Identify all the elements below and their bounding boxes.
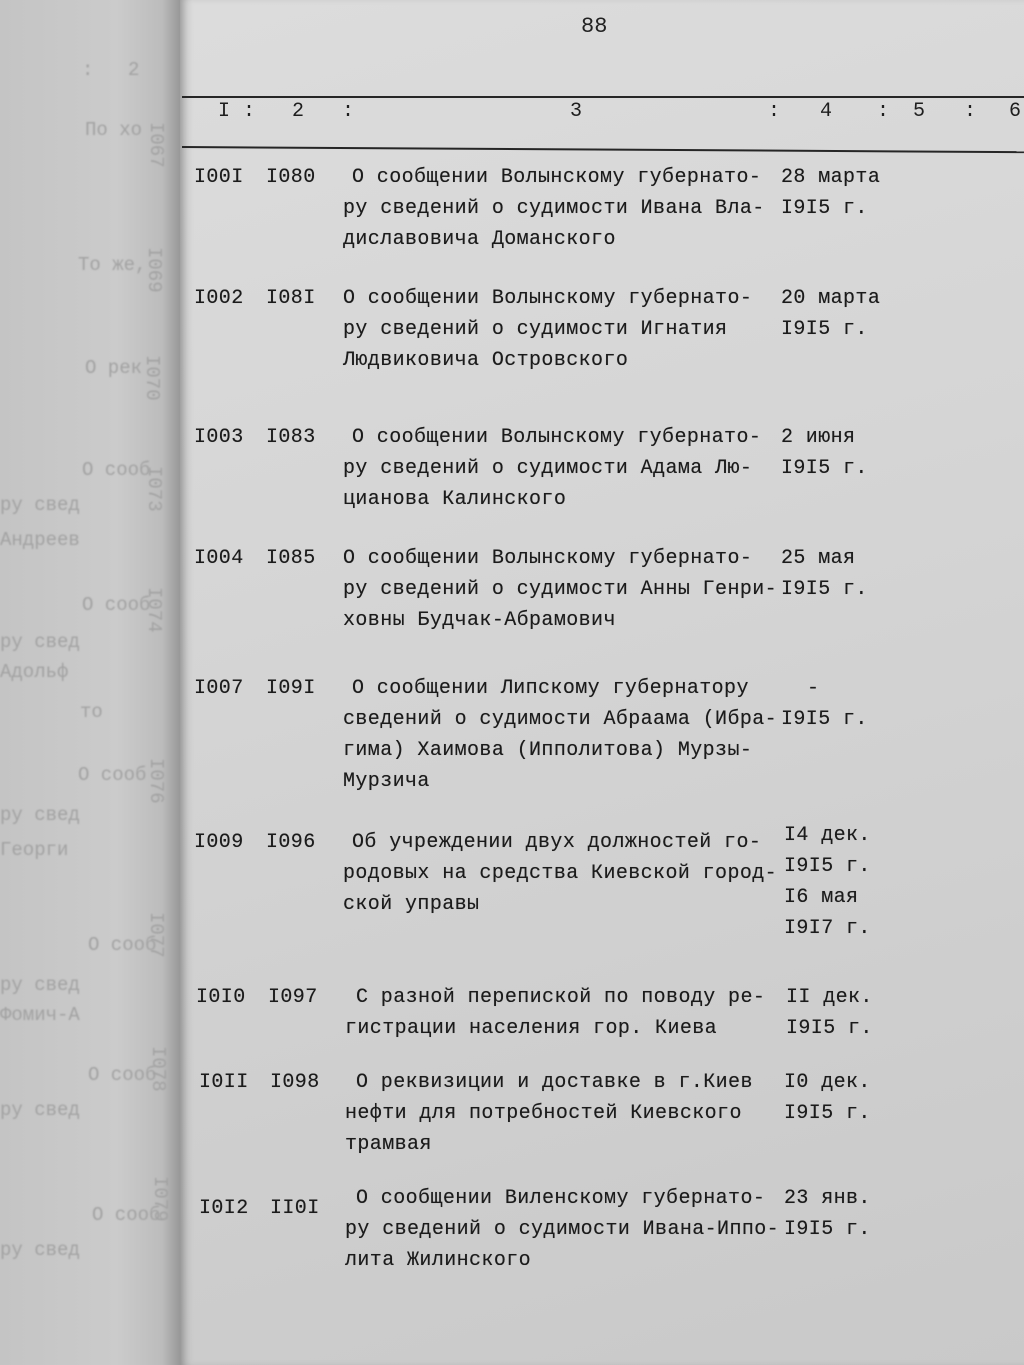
entry-title	[343, 543, 777, 636]
entry-dates	[781, 673, 868, 735]
header-top-rule	[182, 96, 1024, 98]
entry-title	[343, 422, 761, 515]
header-bottom-rule	[182, 146, 1024, 153]
inventory-entry	[0, 673, 1024, 803]
facing-fragment: О сооб	[78, 764, 147, 786]
facing-fragment: О сооб	[88, 934, 157, 956]
entry-old-number: I097	[268, 986, 318, 1009]
header-separator: :	[964, 100, 977, 123]
entry-date-line: 28 марта	[781, 166, 881, 189]
entry-title-line: ру сведений о судимости Ивана-Иппо-	[345, 1218, 780, 1241]
entry-dates	[781, 283, 880, 345]
header-column-1: I	[218, 100, 231, 123]
facing-fragment: Андреев	[0, 529, 80, 551]
entry-title-line: трамвая	[345, 1133, 432, 1156]
entry-date-line: 20 марта	[781, 287, 881, 310]
inventory-entry	[0, 422, 1024, 552]
entry-title	[345, 982, 765, 1044]
entry-title-line: ской управы	[343, 893, 480, 916]
entry-title-line: гистрации населения гор. Киева	[345, 1017, 718, 1040]
header-separator: :	[877, 100, 890, 123]
facing-header-separator: :	[82, 59, 94, 81]
entry-date-line: I4 дек.	[784, 824, 871, 847]
entry-title-line: О сообщении Волынскому губернато-	[343, 287, 753, 310]
entry-date-line: 25 мая	[781, 547, 856, 570]
entry-title-line: О сообщении Виленскому губернато-	[356, 1187, 766, 1210]
entry-dates	[786, 982, 873, 1044]
entry-title-line: Мурзича	[343, 770, 430, 793]
facing-fragment: ру свед	[0, 804, 80, 826]
entry-number: I004	[194, 547, 244, 570]
entry-title	[345, 1183, 779, 1276]
inventory-entry	[0, 162, 1024, 292]
entry-title-line: Об учреждении двух должностей го-	[352, 831, 762, 854]
header-column-4: 4	[820, 100, 833, 123]
inventory-entry	[0, 824, 1024, 957]
entry-old-number: I08I	[266, 287, 316, 310]
entry-date-line: II дек.	[786, 986, 873, 1009]
entry-title-line: Людвиковича Островского	[343, 349, 629, 372]
facing-entry-number: I079	[149, 1176, 171, 1222]
header-column-2: 2	[292, 100, 305, 123]
entry-date-line: I9I5 г.	[784, 855, 871, 878]
facing-fragment: ру свед	[0, 974, 80, 996]
entry-title	[343, 283, 752, 376]
facing-entry-number: I074	[143, 587, 165, 633]
facing-fragment: ру свед	[0, 494, 80, 516]
entry-title-line: О сообщении Липскому губернатору	[352, 677, 749, 700]
facing-fragment: Георги	[0, 839, 69, 861]
entry-number: I009	[194, 831, 244, 854]
inventory-entry	[0, 1067, 1024, 1197]
entry-number: I0II	[199, 1071, 249, 1094]
facing-fragment: О сооб	[82, 459, 151, 481]
entry-dates	[784, 820, 871, 944]
entry-date-line: I9I5 г.	[786, 1017, 873, 1040]
entry-date-line: I9I5 г.	[784, 1102, 871, 1125]
entry-date-line: I9I5 г.	[784, 1218, 871, 1241]
facing-entry-number: I073	[143, 466, 165, 512]
entry-title-line: О сообщении Волынскому губернато-	[352, 426, 762, 449]
facing-fragment: О сооб	[88, 1064, 157, 1086]
entry-dates	[784, 1067, 871, 1129]
entry-title-line: родовых на средства Киевской город-	[343, 862, 778, 885]
entry-dates	[781, 543, 868, 605]
entry-number: I003	[194, 426, 244, 449]
entry-title-line: О реквизиции и доставке в г.Киев	[356, 1071, 753, 1094]
entry-number: I002	[194, 287, 244, 310]
inventory-entry	[0, 1183, 1024, 1313]
entry-old-number: II0I	[270, 1197, 320, 1220]
entry-title-line: ру сведений о судимости Анны Генри-	[343, 578, 778, 601]
facing-entry-number: I067	[145, 122, 167, 168]
entry-old-number: I09I	[266, 677, 316, 700]
facing-header-column: 2	[128, 59, 140, 81]
header-separator: :	[768, 100, 781, 123]
entry-number: I0I2	[199, 1197, 249, 1220]
entry-title-line: С разной перепиской по поводу ре-	[356, 986, 766, 1009]
facing-fragment: то	[80, 701, 103, 723]
entry-title	[343, 673, 777, 797]
entry-title	[343, 162, 765, 255]
entry-old-number: I080	[266, 166, 316, 189]
facing-entry-number: I076	[145, 758, 167, 804]
entry-date-line: I9I5 г.	[781, 578, 868, 601]
facing-entry-number: I070	[141, 355, 163, 401]
entry-dates	[784, 1183, 871, 1245]
entry-date-line: I9I5 г.	[781, 457, 868, 480]
entry-title	[343, 827, 777, 920]
entry-title	[345, 1067, 753, 1160]
entry-number: I0I0	[196, 986, 246, 1009]
entry-title-line: ру сведений о судимости Адама Лю-	[343, 457, 753, 480]
entry-date-line: I0 дек.	[784, 1071, 871, 1094]
facing-fragment: Фомич-А	[0, 1004, 80, 1026]
entry-title-line: цианова Калинского	[343, 488, 567, 511]
page-number: 88	[581, 14, 608, 39]
facing-fragment: ру свед	[0, 631, 80, 653]
inventory-entry	[0, 283, 1024, 413]
header-column-3: 3	[570, 100, 583, 123]
entry-date-line: I9I5 г.	[781, 708, 868, 731]
entry-date-line: I9I5 г.	[781, 318, 868, 341]
facing-fragment: О сооб	[82, 594, 151, 616]
entry-date-line: I9I7 г.	[784, 917, 871, 940]
entry-number: I007	[194, 677, 244, 700]
entry-date-line: 23 янв.	[784, 1187, 871, 1210]
entry-date-line: -	[807, 677, 820, 700]
entry-title-line: сведений о судимости Абраама (Ибра-	[343, 708, 778, 731]
entry-date-line: I9I5 г.	[781, 197, 868, 220]
header-separator: :	[342, 100, 355, 123]
facing-fragment: По хо	[85, 119, 143, 141]
entry-title-line: гима) Хаимова (Ипполитова) Мурзы-	[343, 739, 753, 762]
facing-entry-number: I069	[143, 247, 165, 293]
header-column-6: 6	[1009, 100, 1022, 123]
entry-title-line: нефти для потребностей Киевского	[345, 1102, 742, 1125]
entry-dates	[781, 162, 880, 224]
header-column-5: 5	[913, 100, 926, 123]
facing-fragment: ру свед	[0, 1099, 80, 1121]
entry-date-line: I6 мая	[784, 886, 859, 909]
facing-entry-number: I077	[145, 912, 167, 958]
entry-title-line: ру сведений о судимости Игнатия	[343, 318, 728, 341]
entry-title-line: ру сведений о судимости Ивана Вла-	[343, 197, 765, 220]
entry-old-number: I085	[266, 547, 316, 570]
facing-fragment: О рек	[85, 357, 143, 379]
entry-dates	[781, 422, 868, 484]
facing-fragment: То же,	[78, 254, 147, 276]
facing-fragment: Адольф	[0, 661, 69, 683]
entry-title-line: О сообщении Волынскому губернато-	[352, 166, 762, 189]
facing-fragment: ру свед	[0, 1239, 80, 1261]
entry-number: I00I	[194, 166, 244, 189]
facing-fragment: О сооб	[92, 1204, 161, 1226]
entry-title-line: лита Жилинского	[345, 1249, 532, 1272]
entry-old-number: I083	[266, 426, 316, 449]
entry-title-line: О сообщении Волынскому губернато-	[343, 547, 753, 570]
inventory-entry	[0, 543, 1024, 673]
entry-date-line: 2 июня	[781, 426, 856, 449]
entry-old-number: I096	[266, 831, 316, 854]
entry-old-number: I098	[270, 1071, 320, 1094]
header-separator: :	[243, 100, 256, 123]
facing-entry-number: I078	[147, 1046, 169, 1092]
entry-title-line: диславовича Доманского	[343, 228, 616, 251]
entry-title-line: ховны Будчак-Абрамович	[343, 609, 616, 632]
